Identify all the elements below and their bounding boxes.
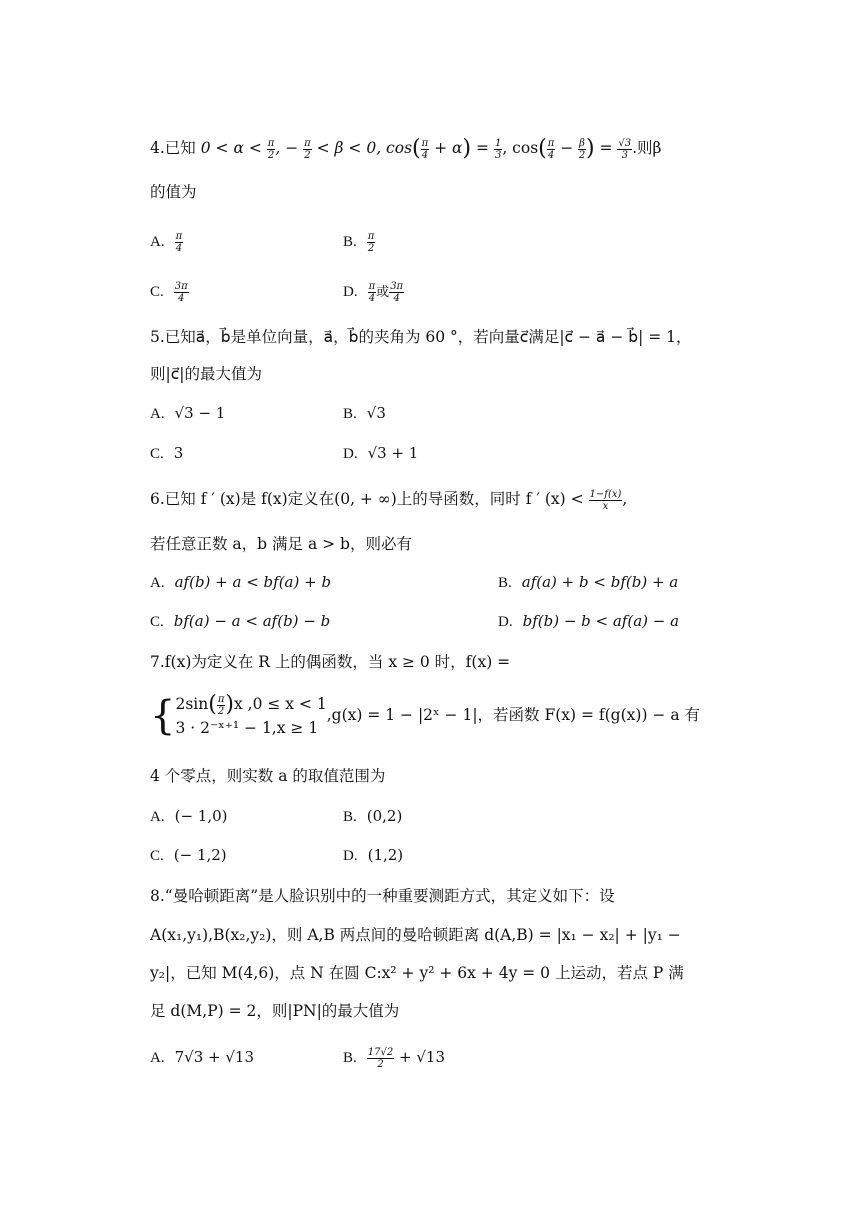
q5-line2: 则|c⃗|的最大值为 — [150, 365, 262, 383]
q4-option-b: B. $\frac{\pi}{2}$ — [343, 230, 375, 254]
q7-line1: 7.f(x)为定义在 R 上的偶函数，当 x ≥ 0 时，f(x) = — [150, 653, 511, 671]
q7-line3: 4 个零点，则实数 a 的取值范围为 — [150, 767, 386, 785]
q6-line2: 若任意正数 a，b 满足 a > b，则必有 — [150, 535, 412, 553]
q5-option-a: A. √3 − 1 — [150, 404, 226, 422]
q5-option-c: C. 3 — [150, 444, 184, 462]
q6-line1: 6.已知 f ′ (x)是 f(x)定义在(0, + ∞)上的导函数，同时 f ′ (x) < $\frac{1-f(x)}{x}$ , — [150, 488, 628, 512]
q8-line2: A(x₁,y₁),B(x₂,y₂)，则 A,B 两点间的曼哈顿距离 d(A,B) = |x₁ − x₂| + |y₁ − — [150, 926, 681, 944]
q8-option-a: A. 7√3 + √13 — [150, 1048, 254, 1066]
q4-option-a: A. $\frac{\pi}{4}$ — [150, 230, 183, 254]
q6-option-a: A. af(b) + a < bf(a) + b — [150, 573, 332, 591]
q4-line1: 4.已知 0 < α < $\frac{\pi}{2}$ , − $\frac{\pi}{2}$ < β < 0, cos( $\frac{\pi}{4}$ + α) = $\frac{1}{3}$ , cos( $\frac{\pi}{4}$ − $\frac{\beta}{2}$ ) = $\frac{√3}{3}$ .则β — [150, 136, 662, 161]
q7-option-b: B. (0,2) — [343, 807, 403, 825]
q6-option-b: B. af(a) + b < bf(b) + a — [498, 573, 679, 591]
q7-option-c: C. (− 1,2) — [150, 846, 227, 864]
q7-piecewise-line: { 2sin( $\frac{\pi}{2}$ )x ,0 ≤ x < 1 3 · 2⁻ˣ⁺¹ − 1,x ≥ 1 ,g(x) = 1 − |2ˣ − 1|，若函数 F(x) = f(g(x)) − a 有 — [150, 692, 700, 739]
q5-option-d: D. √3 + 1 — [343, 444, 419, 462]
q8-line3: y₂|，已知 M(4,6)，点 N 在圆 C:x² + y² + 6x + 4y = 0 上运动，若点 P 满 — [150, 964, 684, 982]
q6-option-d: D. bf(b) − b < af(a) − a — [498, 612, 680, 630]
q5-option-b: B. √3 — [343, 404, 386, 422]
q7-option-d: D. (1,2) — [343, 846, 404, 864]
q8-line1: 8.“曼哈顿距离”是人脸识别中的一种重要测距方式，其定义如下：设 — [150, 887, 615, 905]
q4-line2: 的值为 — [150, 183, 197, 201]
q5-line1: 5.已知a⃗，b⃗是单位向量，a⃗，b⃗的夹角为 60 °，若向量c⃗满足|c⃗ − a⃗ − b⃗| = 1， — [150, 328, 692, 346]
q8-line4: 足 d(M,P) = 2，则|PN|的最大值为 — [150, 1002, 400, 1020]
q4-option-c: C. $\frac{3\pi}{4}$ — [150, 280, 188, 304]
q8-option-b: B. $\frac{17√2}{2}$ + √13 — [343, 1046, 445, 1070]
q7-option-a: A. (− 1,0) — [150, 807, 228, 825]
q6-option-c: C. bf(a) − a < af(b) − b — [150, 612, 331, 630]
q4-option-d: D. $\frac{\pi}{4}$ 或 $\frac{3\pi}{4}$ — [343, 280, 404, 304]
